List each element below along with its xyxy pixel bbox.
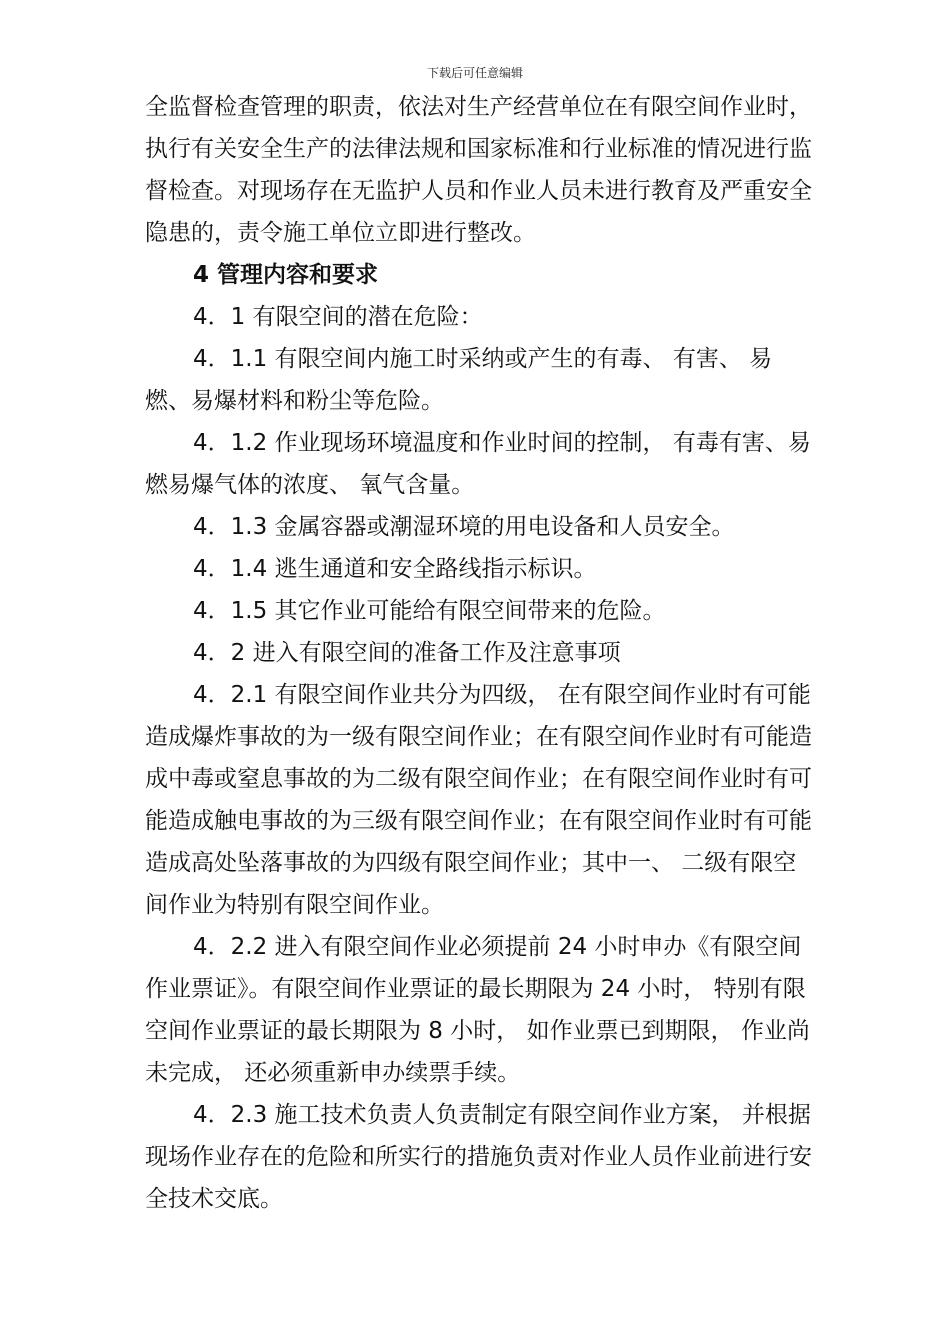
- paragraph-4-1-5: 4．1.5 其它作业可能给有限空间带来的危险。: [193, 598, 666, 624]
- document-body: [145, 86, 815, 1220]
- page-header: 下载后可任意编辑: [426, 66, 523, 80]
- paragraph-4-2-1: 4．2.1 有限空间作业共分为四级， 在有限空间作业时有可能造成爆炸事故的为一级有限空间作业；在有限空间作业时有可能造成中毒或窒息事故的为二级有限空间作业；在有限空间作业时有可能造成触电事故的为三级有限空间作业；在有限空间作业时有可能造成高处坠落事故的为四级有限空间作业；其中一、 二级有限空间作业为特别有限空间作业。: [145, 682, 812, 918]
- paragraph-4-2-2: 4．2.2 进入有限空间作业必须提前 24 小时申办《有限空间作业票证》。有限空间作业票证的最长期限为 24 小时， 特别有限空间作业票证的最长期限为 8 小时， 如作业票已到期限， 作业尚未完成， 还必须重新申办续票手续。: [145, 934, 810, 1086]
- section-heading-4: 4 管理内容和要求: [193, 262, 379, 288]
- paragraph-4-1-2: 4．1.2 作业现场环境温度和作业时间的控制， 有毒有害、易燃易爆气体的浓度、 氧气含量。: [145, 430, 811, 498]
- paragraph-supervision-duty: 全监督检查管理的职责，依法对生产经营单位在有限空间作业时，执行有关安全生产的法律法规和国家标准和行业标准的情况进行监督检查。对现场存在无监护人员和作业人员未进行教育及严重安全隐患的，责令施工单位立即进行整改。: [145, 94, 812, 246]
- subsection-heading-4-2: 4．2 进入有限空间的准备工作及注意事项: [193, 640, 621, 666]
- paragraph-4-1-1: 4．1.1 有限空间内施工时采纳或产生的有毒、 有害、 易燃、易爆材料和粉尘等危险。: [145, 346, 773, 414]
- paragraph-4-1-4: 4．1.4 逃生通道和安全路线指示标识。: [193, 556, 597, 582]
- subsection-heading-4-1: 4．1 有限空间的潜在危险：: [193, 304, 483, 330]
- paragraph-4-1-3: 4．1.3 金属容器或潮湿环境的用电设备和人员安全。: [193, 514, 735, 540]
- paragraph-4-2-3: 4．2.3 施工技术负责人负责制定有限空间作业方案， 并根据现场作业存在的危险和所实行的措施负责对作业人员作业前进行安全技术交底。: [145, 1102, 812, 1212]
